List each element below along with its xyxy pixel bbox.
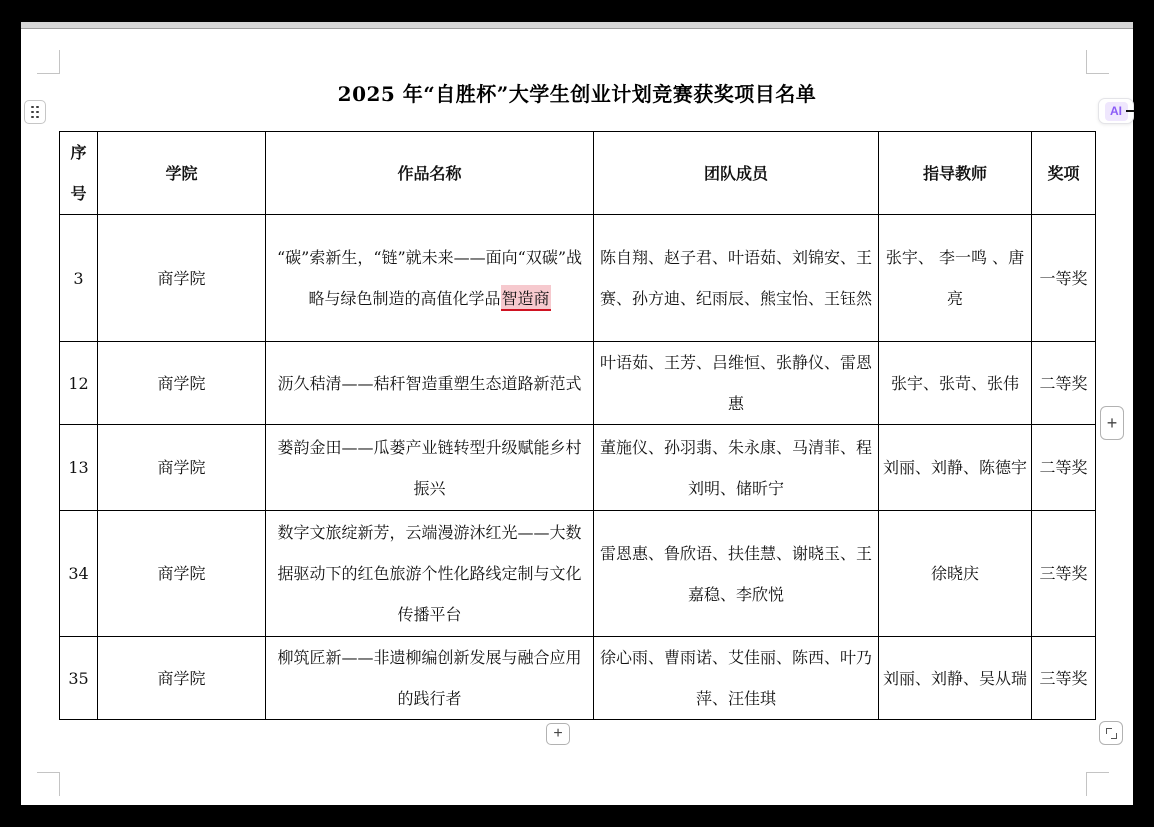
work-name-text: 沥久秸清——秸秆智造重塑生态道路新范式 (277, 373, 582, 393)
cell-award[interactable]: 三等奖 (1032, 637, 1096, 720)
cell-members[interactable]: 雷恩惠、鲁欣语、扶佳慧、谢晓玉、王嘉稳、李欣悦 (594, 511, 879, 637)
table-row (60, 215, 1096, 342)
add-column-button[interactable]: + (1100, 406, 1124, 440)
cell-advisors[interactable]: 张宇、张苛、张伟 (879, 342, 1032, 425)
cell-advisors[interactable]: 徐晓庆 (879, 511, 1032, 637)
table-header-row (60, 132, 1096, 215)
expand-table-button[interactable] (1099, 721, 1123, 745)
page-margin-mark-top-right (1086, 50, 1109, 74)
page-margin-mark-bottom-left (37, 772, 60, 796)
cell-work-name[interactable] (266, 637, 594, 720)
table-row (60, 637, 1096, 720)
work-name-text: 数字文旅绽新芳，云端漫游沐红光——大数据驱动下的红色旅游个性化路线定制与文化传播平台 (277, 523, 582, 624)
cell-advisors[interactable]: 刘丽、刘静、陈德宇 (879, 425, 1032, 511)
cell-award[interactable]: 一等奖 (1032, 215, 1096, 342)
ai-badge-connector (1126, 110, 1134, 112)
work-name-text: 蒌韵金田——瓜蒌产业链转型升级赋能乡村振兴 (277, 437, 582, 498)
cell-number[interactable]: 35 (60, 637, 98, 720)
column-header-2[interactable]: 作品名称 (266, 132, 594, 215)
cell-members[interactable]: 叶语茹、王芳、吕维恒、张静仪、雷恩惠 (594, 342, 879, 425)
page-margin-mark-bottom-right (1086, 772, 1109, 796)
work-name-text: 柳筑匠新——非遗柳编创新发展与融合应用的践行者 (277, 648, 582, 708)
expand-icon (1106, 728, 1117, 739)
document-page[interactable] (21, 29, 1133, 805)
cell-award[interactable]: 二等奖 (1032, 425, 1096, 511)
cell-number[interactable]: 13 (60, 425, 98, 511)
work-name-text: “碳”索新生，“链”就未来——面向“双碳”战略与绿色制造的高值化学品 (276, 248, 583, 308)
cell-number[interactable]: 3 (60, 215, 98, 342)
cell-members[interactable]: 陈自翔、赵子君、叶语茹、刘锦安、王赛、孙方迪、纪雨辰、熊宝怡、王钰然 (594, 215, 879, 342)
page-margin-mark-top-left (37, 50, 60, 74)
table-row (60, 511, 1096, 637)
ai-icon: AI (1105, 102, 1128, 121)
column-header-3[interactable]: 团队成员 (594, 132, 879, 215)
cell-college[interactable]: 商学院 (98, 511, 266, 637)
cell-award[interactable]: 二等奖 (1032, 342, 1096, 425)
table-row (60, 342, 1096, 425)
cell-work-name[interactable] (266, 215, 594, 342)
cell-number[interactable]: 34 (60, 511, 98, 637)
cell-members[interactable]: 徐心雨、曹雨诺、艾佳丽、陈西、叶乃萍、汪佳琪 (594, 637, 879, 720)
cell-members[interactable]: 董施仪、孙羽翡、朱永康、马清菲、程刘明、储昕宁 (594, 425, 879, 511)
cell-advisors[interactable]: 刘丽、刘静、吴从瑞 (879, 637, 1032, 720)
cell-number[interactable]: 12 (60, 342, 98, 425)
column-header-5[interactable]: 奖项 (1032, 132, 1096, 215)
cell-work-name[interactable] (266, 342, 594, 425)
cell-college[interactable]: 商学院 (98, 342, 266, 425)
cell-college[interactable]: 商学院 (98, 425, 266, 511)
cell-work-name[interactable] (266, 425, 594, 511)
window-top-strip (21, 22, 1133, 29)
awards-table (59, 131, 1096, 720)
cell-work-name[interactable] (266, 511, 594, 637)
column-header-1[interactable]: 学院 (98, 132, 266, 215)
grip-dots-icon (31, 106, 39, 119)
cell-college[interactable]: 商学院 (98, 637, 266, 720)
column-header-4[interactable]: 指导教师 (879, 132, 1032, 215)
cell-advisors[interactable]: 张宇、 李一鸣 、唐亮 (879, 215, 1032, 342)
table-row (60, 425, 1096, 511)
highlighted-text: 智造商 (501, 285, 551, 311)
cell-award[interactable]: 三等奖 (1032, 511, 1096, 637)
add-row-button[interactable]: + (546, 723, 570, 745)
column-header-0[interactable]: 序号 (60, 132, 98, 215)
cell-college[interactable]: 商学院 (98, 215, 266, 342)
document-title: 2025 年“自胜杯”大学生创业计划竞赛获奖项目名单 (337, 82, 817, 106)
